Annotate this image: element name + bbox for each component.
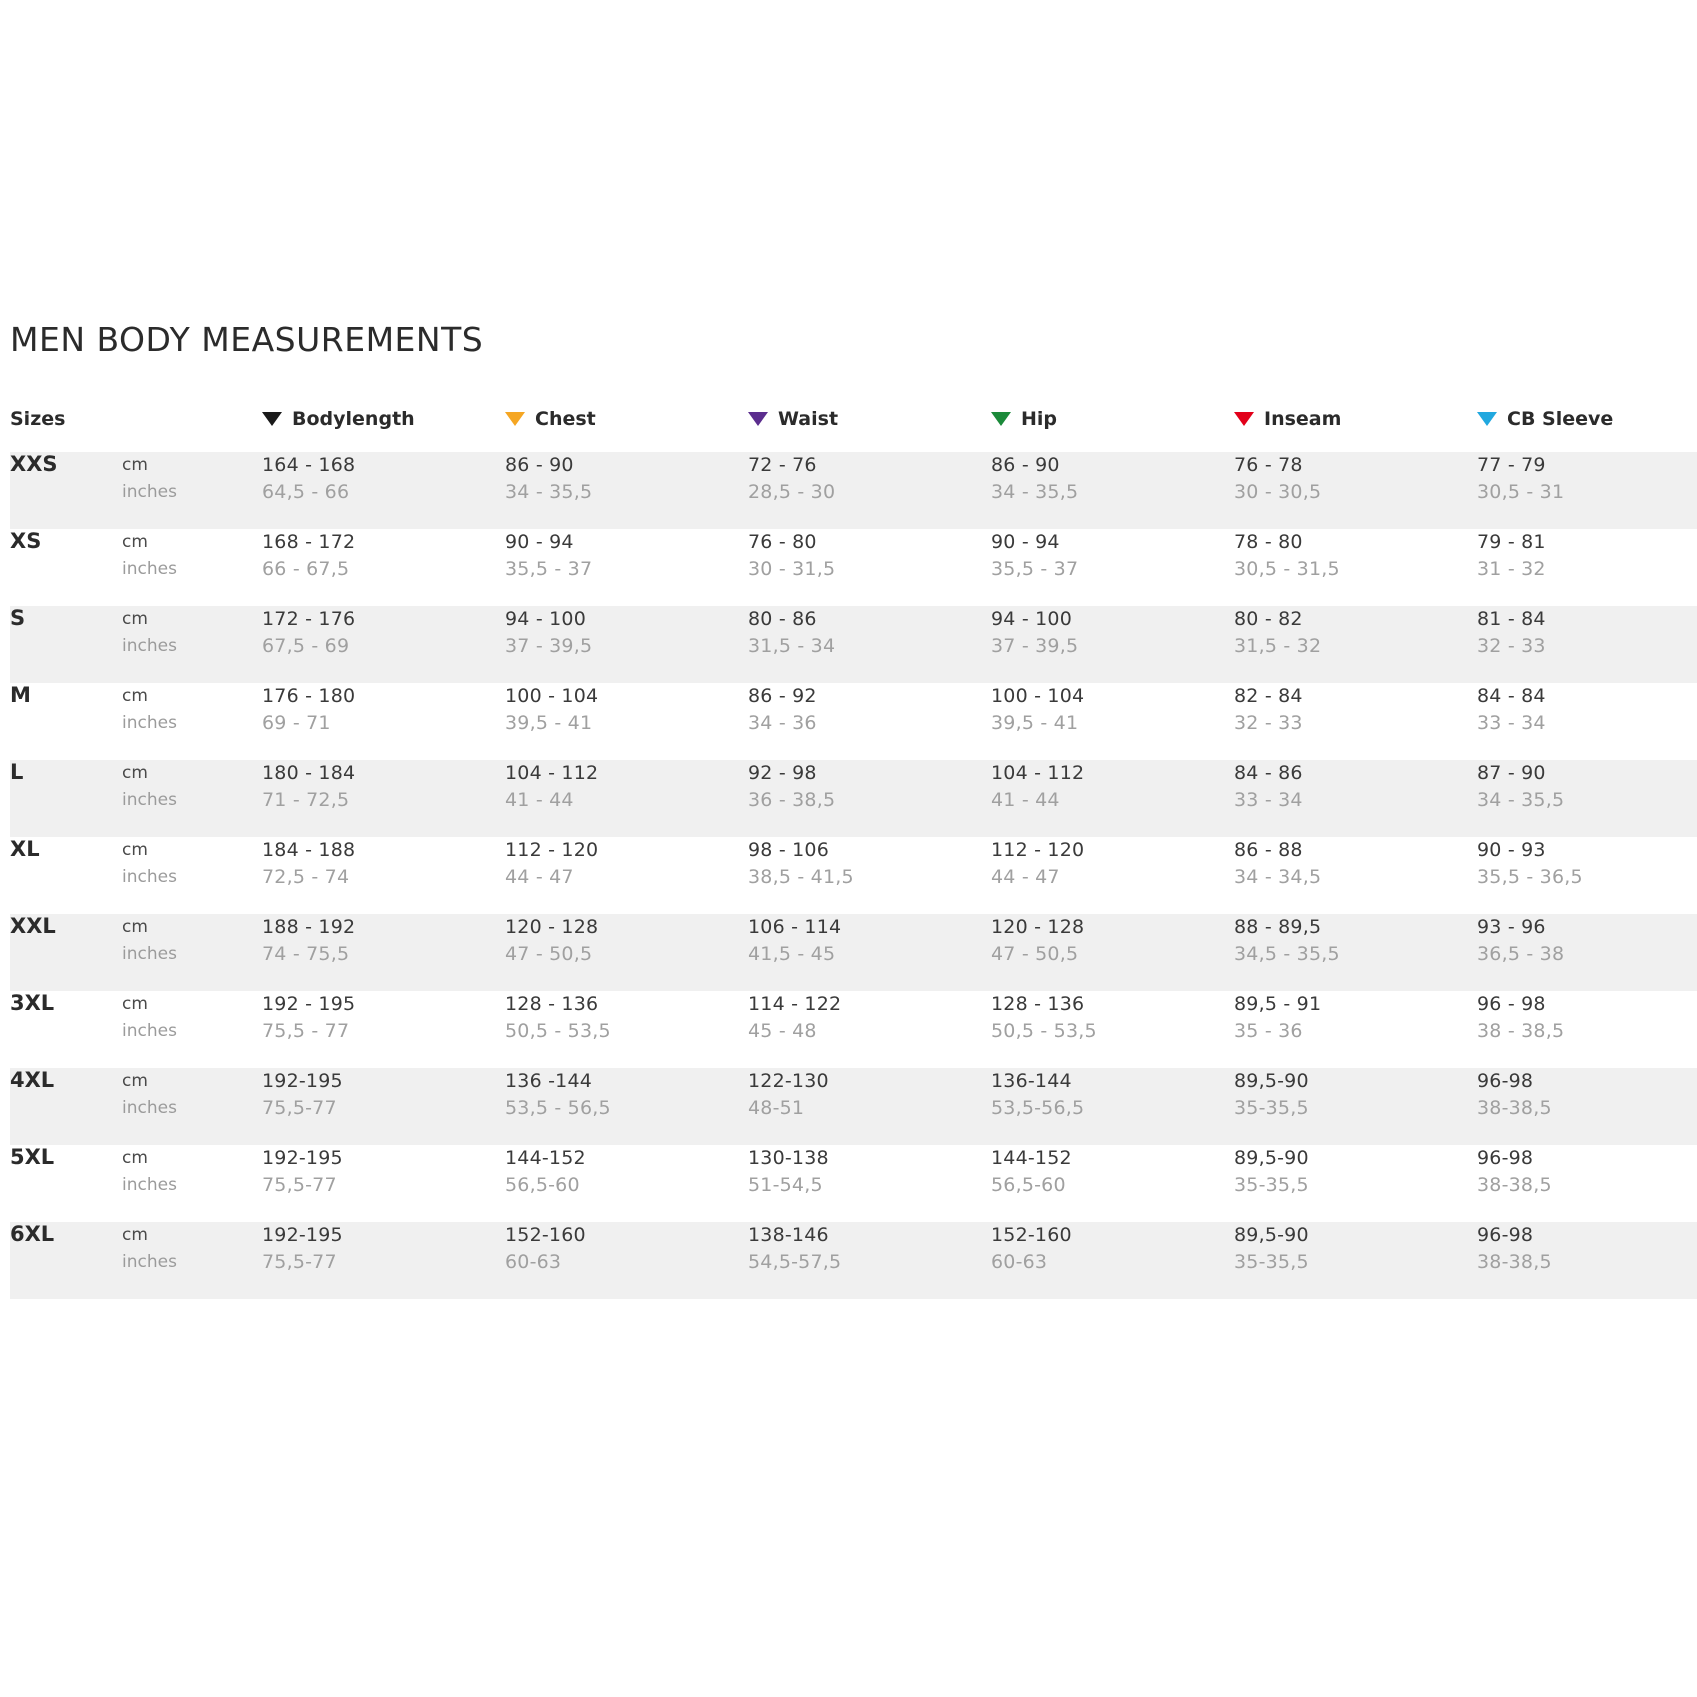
measurement-cm: 172 - 176 [262, 608, 356, 630]
table-row [10, 914, 1697, 991]
measurement-inches: 71 - 72,5 [262, 789, 350, 811]
measurement-cm: 94 - 100 [505, 608, 586, 630]
measurement-cell-cb-sleeve [1477, 683, 1697, 760]
measurement-inches: 34 - 36 [748, 712, 817, 734]
size-label: 4XL [10, 1068, 122, 1145]
table-header-row [10, 408, 1697, 452]
measurement-cm: 96-98 [1477, 1070, 1534, 1092]
measurement-inches: 35,5 - 36,5 [1477, 866, 1583, 888]
measurement-inches: 30,5 - 31,5 [1234, 558, 1340, 580]
measurement-cm: 96-98 [1477, 1224, 1534, 1246]
measurement-inches: 30,5 - 31 [1477, 481, 1565, 503]
table-row [10, 529, 1697, 606]
unit-cm-label: cm [122, 1225, 148, 1245]
measurement-cm: 79 - 81 [1477, 531, 1546, 553]
size-label: 6XL [10, 1222, 122, 1299]
measurement-cm: 192-195 [262, 1070, 343, 1092]
measurement-cell-hip [991, 452, 1234, 529]
measurement-cell-bodylength [262, 914, 505, 991]
measurement-cell-hip [991, 1222, 1234, 1299]
measurement-inches: 45 - 48 [748, 1020, 817, 1042]
measurement-cm: 152-160 [991, 1224, 1072, 1246]
unit-cm-label: cm [122, 917, 148, 937]
measurement-cm: 192-195 [262, 1147, 343, 1169]
table-row [10, 760, 1697, 837]
unit-inches-label: inches [122, 559, 177, 579]
measurement-inches: 38,5 - 41,5 [748, 866, 854, 888]
measurement-inches: 35,5 - 37 [505, 558, 593, 580]
measurement-cell-waist [748, 683, 991, 760]
measurement-cell-inseam [1234, 683, 1477, 760]
measurement-inches: 54,5-57,5 [748, 1251, 842, 1273]
size-label: XL [10, 837, 122, 914]
measurement-cell-hip [991, 914, 1234, 991]
measurement-cell-bodylength [262, 529, 505, 606]
measurement-cell-waist [748, 760, 991, 837]
measurement-inches: 60-63 [991, 1251, 1048, 1273]
measurement-inches: 66 - 67,5 [262, 558, 350, 580]
unit-labels [122, 1068, 262, 1145]
measurement-cm: 130-138 [748, 1147, 829, 1169]
measurement-cm: 144-152 [505, 1147, 586, 1169]
unit-inches-label: inches [122, 790, 177, 810]
measurement-cm: 90 - 94 [505, 531, 574, 553]
measurement-cell-chest [505, 837, 748, 914]
table-row [10, 606, 1697, 683]
measurement-cm: 120 - 128 [991, 916, 1085, 938]
measurement-cm: 100 - 104 [991, 685, 1085, 707]
measurement-cell-bodylength [262, 452, 505, 529]
measurement-inches: 35-35,5 [1234, 1097, 1309, 1119]
unit-labels [122, 606, 262, 683]
measurement-inches: 44 - 47 [991, 866, 1060, 888]
measurement-inches: 35-35,5 [1234, 1251, 1309, 1273]
measurement-cell-hip [991, 1068, 1234, 1145]
measurement-inches: 41 - 44 [505, 789, 574, 811]
triangle-marker-icon [1477, 412, 1497, 426]
measurement-inches: 34 - 35,5 [991, 481, 1079, 503]
page-title: MEN BODY MEASUREMENTS [10, 320, 484, 359]
measurement-inches: 31,5 - 34 [748, 635, 836, 657]
measurement-inches: 30 - 30,5 [1234, 481, 1322, 503]
measurement-cm: 86 - 92 [748, 685, 817, 707]
measurement-cell-waist [748, 1068, 991, 1145]
measurement-inches: 33 - 34 [1477, 712, 1546, 734]
measurement-cm: 90 - 93 [1477, 839, 1546, 861]
measurement-inches: 38-38,5 [1477, 1174, 1552, 1196]
measurement-cell-inseam [1234, 914, 1477, 991]
table-row [10, 991, 1697, 1068]
measurement-cell-bodylength [262, 683, 505, 760]
measurement-cell-cb-sleeve [1477, 529, 1697, 606]
unit-labels [122, 452, 262, 529]
measurement-inches: 75,5-77 [262, 1251, 337, 1273]
measurement-cm: 120 - 128 [505, 916, 599, 938]
size-label: L [10, 760, 122, 837]
measurement-cell-hip [991, 529, 1234, 606]
size-label: 5XL [10, 1145, 122, 1222]
measurement-cell-hip [991, 760, 1234, 837]
unit-labels [122, 1145, 262, 1222]
measurement-inches: 38-38,5 [1477, 1251, 1552, 1273]
measurement-cell-inseam [1234, 1145, 1477, 1222]
unit-cm-label: cm [122, 609, 148, 629]
measurement-inches: 32 - 33 [1234, 712, 1303, 734]
measurement-cell-inseam [1234, 837, 1477, 914]
column-header-label: Inseam [1264, 408, 1342, 430]
measurement-inches: 69 - 71 [262, 712, 331, 734]
measurement-cm: 76 - 78 [1234, 454, 1303, 476]
measurement-cell-inseam [1234, 1222, 1477, 1299]
measurement-cm: 164 - 168 [262, 454, 356, 476]
unit-inches-label: inches [122, 1252, 177, 1272]
measurement-cell-waist [748, 529, 991, 606]
unit-cm-label: cm [122, 994, 148, 1014]
measurement-cell-chest [505, 914, 748, 991]
measurement-cm: 152-160 [505, 1224, 586, 1246]
measurement-inches: 34 - 35,5 [1477, 789, 1565, 811]
measurement-inches: 64,5 - 66 [262, 481, 350, 503]
measurement-inches: 34 - 34,5 [1234, 866, 1322, 888]
measurement-cm: 89,5-90 [1234, 1070, 1309, 1092]
measurement-cell-inseam [1234, 606, 1477, 683]
measurement-inches: 53,5-56,5 [991, 1097, 1085, 1119]
measurement-cm: 176 - 180 [262, 685, 356, 707]
size-label: S [10, 606, 122, 683]
measurement-cell-bodylength [262, 760, 505, 837]
measurement-cell-chest [505, 991, 748, 1068]
triangle-marker-icon [748, 412, 768, 426]
measurement-inches: 28,5 - 30 [748, 481, 836, 503]
measurement-inches: 38 - 38,5 [1477, 1020, 1565, 1042]
measurement-cm: 81 - 84 [1477, 608, 1546, 630]
measurement-inches: 56,5-60 [505, 1174, 580, 1196]
table-row [10, 1068, 1697, 1145]
triangle-marker-icon [505, 412, 525, 426]
measurement-cm: 76 - 80 [748, 531, 817, 553]
measurement-cell-cb-sleeve [1477, 760, 1697, 837]
measurement-inches: 35-35,5 [1234, 1174, 1309, 1196]
measurement-cm: 180 - 184 [262, 762, 356, 784]
measurement-cm: 86 - 88 [1234, 839, 1303, 861]
measurement-cm: 184 - 188 [262, 839, 356, 861]
measurement-cell-cb-sleeve [1477, 837, 1697, 914]
measurement-inches: 36 - 38,5 [748, 789, 836, 811]
measurement-cm: 90 - 94 [991, 531, 1060, 553]
measurement-cm: 114 - 122 [748, 993, 842, 1015]
measurement-cm: 98 - 106 [748, 839, 829, 861]
measurement-inches: 37 - 39,5 [991, 635, 1079, 657]
measurement-inches: 44 - 47 [505, 866, 574, 888]
measurement-inches: 75,5 - 77 [262, 1020, 350, 1042]
measurement-cm: 100 - 104 [505, 685, 599, 707]
measurement-cell-inseam [1234, 1068, 1477, 1145]
measurement-inches: 31 - 32 [1477, 558, 1546, 580]
measurement-cm: 89,5 - 91 [1234, 993, 1322, 1015]
measurement-cell-chest [505, 760, 748, 837]
measurement-inches: 56,5-60 [991, 1174, 1066, 1196]
size-label: XS [10, 529, 122, 606]
measurement-cell-cb-sleeve [1477, 1145, 1697, 1222]
size-label: XXS [10, 452, 122, 529]
column-header-label: Bodylength [292, 408, 415, 430]
measurement-inches: 36,5 - 38 [1477, 943, 1565, 965]
measurement-inches: 41,5 - 45 [748, 943, 836, 965]
measurement-inches: 33 - 34 [1234, 789, 1303, 811]
measurement-cm: 77 - 79 [1477, 454, 1546, 476]
column-header-cb-sleeve [1477, 408, 1697, 452]
measurement-inches: 38-38,5 [1477, 1097, 1552, 1119]
unit-labels [122, 914, 262, 991]
measurement-cm: 144-152 [991, 1147, 1072, 1169]
unit-labels [122, 991, 262, 1068]
measurement-cm: 138-146 [748, 1224, 829, 1246]
triangle-marker-icon [1234, 412, 1254, 426]
measurement-cell-waist [748, 1222, 991, 1299]
measurement-inches: 48-51 [748, 1097, 805, 1119]
measurement-inches: 72,5 - 74 [262, 866, 350, 888]
measurement-inches: 47 - 50,5 [991, 943, 1079, 965]
measurement-inches: 35 - 36 [1234, 1020, 1303, 1042]
measurement-cell-bodylength [262, 1222, 505, 1299]
measurement-cell-chest [505, 1145, 748, 1222]
measurement-inches: 53,5 - 56,5 [505, 1097, 611, 1119]
unit-inches-label: inches [122, 1021, 177, 1041]
unit-cm-label: cm [122, 455, 148, 475]
column-header-sizes [10, 408, 262, 452]
measurement-inches: 37 - 39,5 [505, 635, 593, 657]
measurement-cell-cb-sleeve [1477, 452, 1697, 529]
measurement-cm: 80 - 82 [1234, 608, 1303, 630]
measurement-inches: 75,5-77 [262, 1097, 337, 1119]
unit-inches-label: inches [122, 1098, 177, 1118]
measurement-inches: 50,5 - 53,5 [991, 1020, 1097, 1042]
measurement-cm: 188 - 192 [262, 916, 356, 938]
measurement-inches: 41 - 44 [991, 789, 1060, 811]
measurement-cell-bodylength [262, 837, 505, 914]
measurement-cm: 88 - 89,5 [1234, 916, 1322, 938]
measurement-cell-bodylength [262, 1145, 505, 1222]
column-header-bodylength [262, 408, 505, 452]
measurement-cell-cb-sleeve [1477, 1222, 1697, 1299]
column-header-chest [505, 408, 748, 452]
measurement-cm: 168 - 172 [262, 531, 356, 553]
measurement-cm: 136-144 [991, 1070, 1072, 1092]
measurement-cell-bodylength [262, 1068, 505, 1145]
unit-cm-label: cm [122, 840, 148, 860]
measurement-cell-chest [505, 1222, 748, 1299]
measurement-inches: 50,5 - 53,5 [505, 1020, 611, 1042]
size-label: 3XL [10, 991, 122, 1068]
unit-cm-label: cm [122, 686, 148, 706]
table-row [10, 683, 1697, 760]
measurement-cm: 192-195 [262, 1224, 343, 1246]
measurement-cm: 84 - 84 [1477, 685, 1546, 707]
measurement-cell-inseam [1234, 529, 1477, 606]
table-row [10, 1222, 1697, 1299]
table-header [10, 408, 1697, 452]
table-row [10, 837, 1697, 914]
measurement-cm: 96 - 98 [1477, 993, 1546, 1015]
measurement-cell-chest [505, 1068, 748, 1145]
measurement-cell-inseam [1234, 991, 1477, 1068]
measurement-cell-inseam [1234, 452, 1477, 529]
measurement-cell-cb-sleeve [1477, 914, 1697, 991]
measurement-inches: 51-54,5 [748, 1174, 823, 1196]
triangle-marker-icon [991, 412, 1011, 426]
unit-inches-label: inches [122, 713, 177, 733]
measurement-cell-chest [505, 529, 748, 606]
measurement-cell-inseam [1234, 760, 1477, 837]
measurement-cm: 92 - 98 [748, 762, 817, 784]
unit-labels [122, 1222, 262, 1299]
measurement-cell-chest [505, 452, 748, 529]
size-label: M [10, 683, 122, 760]
unit-inches-label: inches [122, 944, 177, 964]
measurement-cm: 78 - 80 [1234, 531, 1303, 553]
unit-inches-label: inches [122, 867, 177, 887]
measurement-cell-waist [748, 837, 991, 914]
unit-labels [122, 683, 262, 760]
measurement-cell-hip [991, 683, 1234, 760]
measurement-cm: 82 - 84 [1234, 685, 1303, 707]
measurement-inches: 47 - 50,5 [505, 943, 593, 965]
measurement-cm: 136 -144 [505, 1070, 593, 1092]
table-row [10, 1145, 1697, 1222]
table-body [10, 452, 1697, 1299]
measurement-inches: 74 - 75,5 [262, 943, 350, 965]
measurement-cell-hip [991, 991, 1234, 1068]
column-header-label: Sizes [10, 408, 66, 430]
column-header-hip [991, 408, 1234, 452]
unit-cm-label: cm [122, 1148, 148, 1168]
measurement-cm: 86 - 90 [991, 454, 1060, 476]
measurement-cell-hip [991, 1145, 1234, 1222]
measurement-cm: 128 - 136 [505, 993, 599, 1015]
measurement-cell-bodylength [262, 991, 505, 1068]
measurement-cm: 104 - 112 [991, 762, 1085, 784]
measurement-cell-waist [748, 991, 991, 1068]
measurement-cm: 89,5-90 [1234, 1224, 1309, 1246]
measurement-inches: 75,5-77 [262, 1174, 337, 1196]
unit-cm-label: cm [122, 763, 148, 783]
unit-labels [122, 837, 262, 914]
column-header-label: CB Sleeve [1507, 408, 1614, 430]
measurement-cm: 112 - 120 [505, 839, 599, 861]
measurement-cm: 80 - 86 [748, 608, 817, 630]
measurement-inches: 34,5 - 35,5 [1234, 943, 1340, 965]
measurement-cell-chest [505, 606, 748, 683]
measurement-cm: 84 - 86 [1234, 762, 1303, 784]
measurement-inches: 39,5 - 41 [505, 712, 593, 734]
unit-inches-label: inches [122, 482, 177, 502]
measurement-cell-cb-sleeve [1477, 606, 1697, 683]
measurement-cm: 112 - 120 [991, 839, 1085, 861]
column-header-waist [748, 408, 991, 452]
measurement-inches: 30 - 31,5 [748, 558, 836, 580]
unit-inches-label: inches [122, 1175, 177, 1195]
measurement-inches: 60-63 [505, 1251, 562, 1273]
measurement-cell-waist [748, 452, 991, 529]
measurement-cm: 86 - 90 [505, 454, 574, 476]
measurement-cell-waist [748, 606, 991, 683]
unit-inches-label: inches [122, 636, 177, 656]
measurement-cm: 93 - 96 [1477, 916, 1546, 938]
measurement-cm: 106 - 114 [748, 916, 842, 938]
measurement-cell-hip [991, 837, 1234, 914]
measurement-cm: 72 - 76 [748, 454, 817, 476]
measurements-table [10, 408, 1697, 1299]
measurement-cell-waist [748, 914, 991, 991]
measurement-cm: 96-98 [1477, 1147, 1534, 1169]
column-header-label: Waist [778, 408, 839, 430]
measurement-inches: 35,5 - 37 [991, 558, 1079, 580]
size-label: XXL [10, 914, 122, 991]
measurement-cm: 87 - 90 [1477, 762, 1546, 784]
triangle-marker-icon [262, 412, 282, 426]
column-header-inseam [1234, 408, 1477, 452]
table-row [10, 452, 1697, 529]
measurement-cm: 94 - 100 [991, 608, 1072, 630]
measurement-cell-bodylength [262, 606, 505, 683]
unit-cm-label: cm [122, 532, 148, 552]
measurement-inches: 32 - 33 [1477, 635, 1546, 657]
measurement-cell-hip [991, 606, 1234, 683]
measurement-cell-chest [505, 683, 748, 760]
measurement-cell-cb-sleeve [1477, 991, 1697, 1068]
measurement-cell-waist [748, 1145, 991, 1222]
measurement-cm: 128 - 136 [991, 993, 1085, 1015]
unit-cm-label: cm [122, 1071, 148, 1091]
measurement-inches: 39,5 - 41 [991, 712, 1079, 734]
measurement-cm: 192 - 195 [262, 993, 356, 1015]
measurement-cm: 89,5-90 [1234, 1147, 1309, 1169]
column-header-label: Chest [535, 408, 596, 430]
measurement-inches: 67,5 - 69 [262, 635, 350, 657]
measurement-inches: 31,5 - 32 [1234, 635, 1322, 657]
measurement-cm: 122-130 [748, 1070, 829, 1092]
unit-labels [122, 760, 262, 837]
measurement-cm: 104 - 112 [505, 762, 599, 784]
unit-labels [122, 529, 262, 606]
measurement-cell-cb-sleeve [1477, 1068, 1697, 1145]
measurement-inches: 34 - 35,5 [505, 481, 593, 503]
column-header-label: Hip [1021, 408, 1058, 430]
